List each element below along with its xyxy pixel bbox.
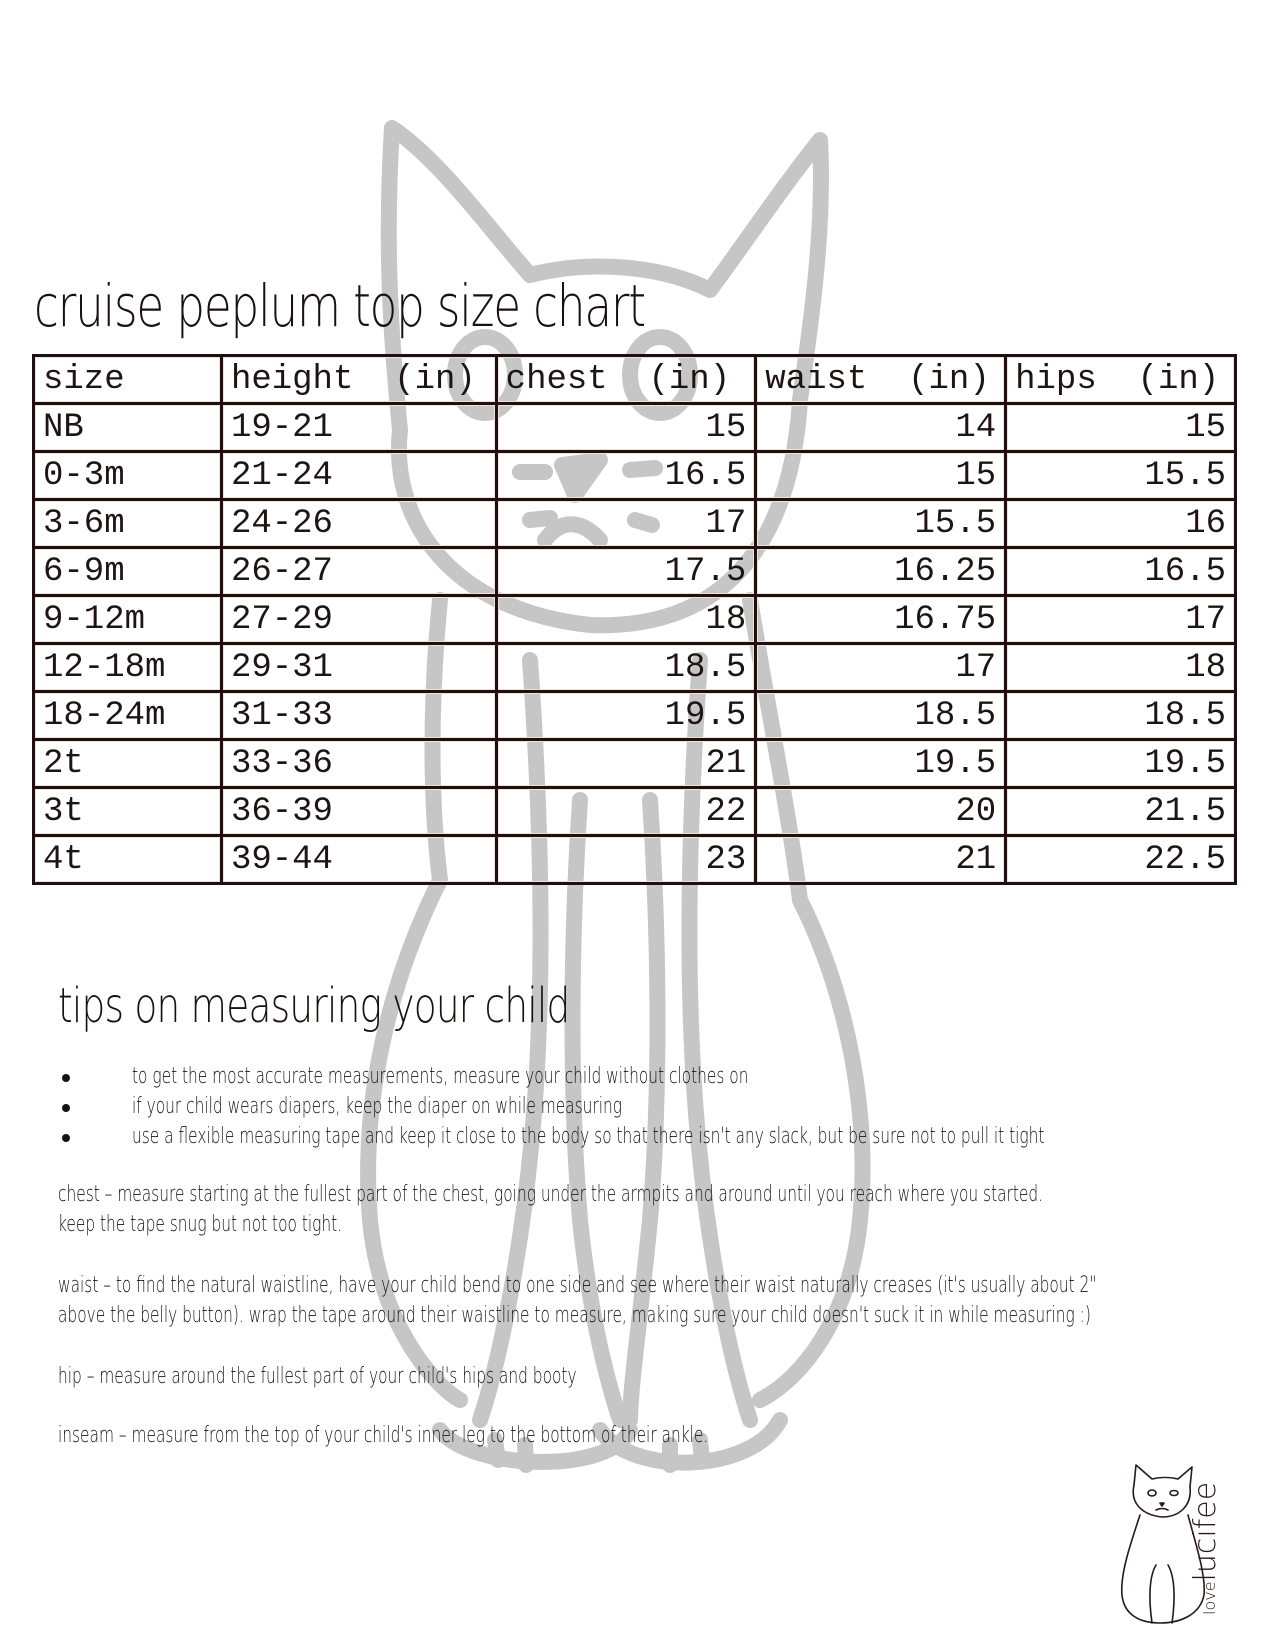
table-row — [34, 836, 1236, 884]
bullet-text: use a flexible measuring tape and keep it close to the body so that there isn't any slack, but be sure not to pull it tight — [132, 1124, 1045, 1149]
cell-chest: 19.5 — [496, 692, 756, 740]
brand-prefix: love — [1200, 1581, 1219, 1615]
cell-height: 36-39 — [221, 788, 496, 836]
table-row — [34, 644, 1236, 692]
cell-chest: 15 — [496, 404, 756, 452]
table-row — [34, 452, 1236, 500]
table-row — [34, 596, 1236, 644]
bullet-icon — [62, 1134, 70, 1142]
table-header-row — [34, 356, 1236, 404]
hip-line: hip – measure around the fullest part of your child's hips and booty — [58, 1364, 577, 1389]
cell-height: 21-24 — [221, 452, 496, 500]
cell-hips: 15 — [1006, 404, 1236, 452]
cell-size: 9-12m — [34, 596, 222, 644]
cell-chest: 17 — [496, 500, 756, 548]
table-row — [34, 404, 1236, 452]
inseam-instructions — [58, 1421, 708, 1451]
cell-waist: 15 — [756, 452, 1006, 500]
cell-height: 26-27 — [221, 548, 496, 596]
cell-hips: 19.5 — [1006, 740, 1236, 788]
table-row — [34, 740, 1236, 788]
cell-size: 2t — [34, 740, 222, 788]
cell-waist: 15.5 — [756, 500, 1006, 548]
table-row — [34, 500, 1236, 548]
cell-height: 33-36 — [221, 740, 496, 788]
cell-hips: 15.5 — [1006, 452, 1236, 500]
cell-waist: 19.5 — [756, 740, 1006, 788]
cell-size: 0-3m — [34, 452, 222, 500]
inseam-line: inseam – measure from the top of your child's inner leg to the bottom of their ankle. — [58, 1423, 709, 1448]
cell-height: 29-31 — [221, 644, 496, 692]
cell-height: 27-29 — [221, 596, 496, 644]
cell-waist: 20 — [756, 788, 1006, 836]
cell-size: 12-18m — [34, 644, 222, 692]
brand-name: lucifee — [1188, 1481, 1223, 1582]
cell-size: 6-9m — [34, 548, 222, 596]
header-waist: waist (in) — [756, 356, 1006, 404]
cell-size: NB — [34, 404, 222, 452]
cell-hips: 16 — [1006, 500, 1236, 548]
cell-hips: 18 — [1006, 644, 1236, 692]
cell-hips: 17 — [1006, 596, 1236, 644]
table-row — [34, 788, 1236, 836]
cell-size: 4t — [34, 836, 222, 884]
cell-hips: 21.5 — [1006, 788, 1236, 836]
cell-hips: 22.5 — [1006, 836, 1236, 884]
cell-waist: 14 — [756, 404, 1006, 452]
header-hips: hips (in) — [1006, 356, 1236, 404]
bullet-icon — [62, 1104, 70, 1112]
cell-hips: 16.5 — [1006, 548, 1236, 596]
cell-waist: 16.75 — [756, 596, 1006, 644]
table-row — [34, 548, 1236, 596]
waist-line-1: waist – to find the natural waistline, have your child bend to one side and see where their waist naturally creases (it's usually about 2" — [58, 1273, 1097, 1298]
table-row — [34, 692, 1236, 740]
cell-waist: 18.5 — [756, 692, 1006, 740]
cell-chest: 23 — [496, 836, 756, 884]
header-size: size — [34, 356, 222, 404]
bullet-text: to get the most accurate measurements, measure your child without clothes on — [132, 1064, 749, 1089]
cell-size: 18-24m — [34, 692, 222, 740]
header-chest: chest (in) — [496, 356, 756, 404]
header-height: height (in) — [221, 356, 496, 404]
hip-instructions — [58, 1362, 577, 1392]
cell-chest: 16.5 — [496, 452, 756, 500]
chest-line-1: chest – measure starting at the fullest part of the chest, going under the armpits and around until you reach where you started. — [58, 1182, 1044, 1207]
bullet-icon — [62, 1074, 70, 1082]
waist-instructions — [58, 1271, 1096, 1331]
page-title: cruise peplum top size chart — [34, 272, 645, 340]
cell-chest: 18 — [496, 596, 756, 644]
cell-size: 3t — [34, 788, 222, 836]
chest-instructions — [58, 1180, 1043, 1240]
waist-line-2: above the belly button). wrap the tape around their waistline to measure, making sure your child doesn't suck it in while measuring :) — [58, 1303, 1091, 1328]
chest-line-2: keep the tape snug but not too tight. — [58, 1212, 343, 1237]
cell-waist: 21 — [756, 836, 1006, 884]
cell-height: 31-33 — [221, 692, 496, 740]
cell-size: 3-6m — [34, 500, 222, 548]
cell-hips: 18.5 — [1006, 692, 1236, 740]
cell-height: 39-44 — [221, 836, 496, 884]
cell-waist: 17 — [756, 644, 1006, 692]
cell-chest: 22 — [496, 788, 756, 836]
cell-waist: 16.25 — [756, 548, 1006, 596]
cell-height: 24-26 — [221, 500, 496, 548]
size-chart-table — [32, 354, 1237, 885]
cell-chest: 21 — [496, 740, 756, 788]
bullet-text: if your child wears diapers, keep the diaper on while measuring — [132, 1094, 623, 1119]
tips-heading: tips on measuring your child — [58, 978, 570, 1034]
cell-chest: 18.5 — [496, 644, 756, 692]
cell-chest: 17.5 — [496, 548, 756, 596]
cell-height: 19-21 — [221, 404, 496, 452]
brand-logo-text — [1188, 1482, 1223, 1615]
